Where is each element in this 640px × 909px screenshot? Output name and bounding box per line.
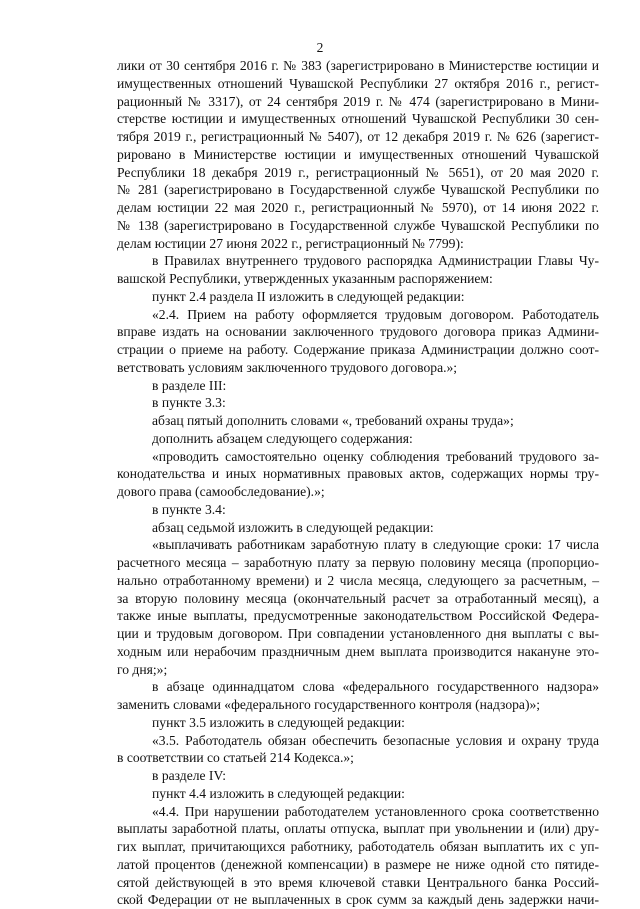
text-line: пункт 3.5 изложить в следующей редакции: <box>152 714 405 730</box>
text-line: сятой действующей в это время ключевой ставки Центрального банка Россий- <box>117 874 599 890</box>
text-line: абзац седьмой изложить в следующей редакции: <box>152 519 434 535</box>
text-line: делам юстиции 22 мая 2020 г., регистрационный № 5970), от 14 июня 2022 г. <box>117 200 599 215</box>
text-line: № 281 (зарегистрировано в Государственной службе Чувашской Республики по <box>117 182 599 198</box>
text-line: делам юстиции 27 июня 2022 г., регистрационный № 7799): <box>117 235 464 251</box>
text-line: нально отработанному времени) и 2 числа месяца, следующего за расчетным, – <box>117 572 599 588</box>
text-line: в абзаце одиннадцатом слова «федерального государственного надзора» <box>152 679 599 695</box>
page-number: 2 <box>316 40 324 55</box>
text-line: рационный № 3317), от 24 сентября 2019 г. № 474 (зарегистрировано в Мини- <box>117 93 599 109</box>
text-line: № 138 (зарегистрировано в Государственной службе Чувашской Республики по <box>117 217 599 233</box>
text-line: дового права (самообследование).»; <box>117 484 325 499</box>
text-line: за вторую половину месяца (окончательный расчет за отработанный месяц), а <box>117 590 599 606</box>
text-line: «4.4. При нарушении работодателем установленного срока соответственно <box>152 803 599 819</box>
text-line: также иные выплаты, предусмотренные законодательством Российской Федера- <box>117 608 599 624</box>
text-line: абзац пятый дополнить словами «, требований охраны труда»; <box>152 413 514 428</box>
text-line: в соответствии со статьей 214 Кодекса.»; <box>117 750 354 766</box>
text-line: ции и трудовым договором. При совпадении установленного дня выплаты с вы- <box>117 626 599 641</box>
text-line: вашской Республики, утвержденных указанным распоряжением: <box>117 271 493 286</box>
text-line: пункт 2.4 раздела II изложить в следующей редакции: <box>152 288 465 304</box>
text-line: го дня;»; <box>117 661 168 677</box>
text-line: в Правилах внутреннего трудового распорядка Администрации Главы Чу- <box>152 253 599 269</box>
text-line: расчетного месяца – заработную плату за первую половину месяца (пропорцио- <box>117 555 599 570</box>
text-line: страции о приеме на работу. Содержание приказа Администрации должно соот- <box>117 342 599 357</box>
text-line: «2.4. Прием на работу оформляется трудовым договором. Работодатель <box>152 306 599 322</box>
text-line: стерстве юстиции и имущественных отношений Чувашской Республики 30 сен- <box>117 111 599 127</box>
document-body-text <box>117 57 599 909</box>
text-line: выплаты заработной платы, оплаты отпуска, выплат при увольнении и (или) дру- <box>117 821 599 837</box>
text-line: «3.5. Работодатель обязан обеспечить безопасные условия и охрану труда <box>152 732 599 748</box>
text-line: ской Федерации от не выплаченных в срок сумм за каждый день задержки начи- <box>117 892 599 908</box>
text-line: в разделе III: <box>152 377 227 393</box>
text-line: в пункте 3.4: <box>152 501 226 517</box>
text-line: «выплачивать работникам заработную плату в следующие сроки: 17 числа <box>152 537 599 553</box>
text-line: пункт 4.4 изложить в следующей редакции: <box>152 785 405 801</box>
text-line: латой процентов (денежной компенсации) в размере не ниже одной сто пятиде- <box>117 856 599 872</box>
text-line: вправе издать на основании заключенного трудового договора приказ Админи- <box>117 324 599 340</box>
text-line: лики от 30 сентября 2016 г. № 383 (зарегистрировано в Министерстве юстиции и <box>117 58 599 73</box>
text-line: гих выплат, причитающихся работнику, работодатель обязан выплатить их с уп- <box>117 839 599 854</box>
text-line: в разделе IV: <box>152 768 227 783</box>
text-line: Республики 18 декабря 2019 г., регистрационный № 5651), от 20 мая 2020 г. <box>117 164 599 180</box>
text-line: рировано в Министерстве юстиции и имущественных отношений Чувашской <box>117 146 599 162</box>
text-line: в пункте 3.3: <box>152 395 226 411</box>
text-line: имущественных отношений Чувашской Республики 27 октября 2016 г., регист- <box>117 75 599 91</box>
text-line: ходным или нерабочим праздничным днем выплата производится накануне это- <box>117 643 599 659</box>
text-line: тября 2019 г., регистрационный № 5407), от 12 декабря 2019 г. № 626 (зарегист- <box>117 129 599 144</box>
text-line: заменить словами «федерального государственного контроля (надзора)»; <box>117 697 541 712</box>
text-line: «проводить самостоятельно оценку соблюдения требований трудового за- <box>152 448 599 464</box>
text-line: дополнить абзацем следующего содержания: <box>152 430 413 446</box>
text-line: ветствовать условиям заключенного трудового договора.»; <box>117 359 458 375</box>
text-line: конодательства и иных нормативных правовых актов, содержащих нормы тру- <box>117 466 599 482</box>
